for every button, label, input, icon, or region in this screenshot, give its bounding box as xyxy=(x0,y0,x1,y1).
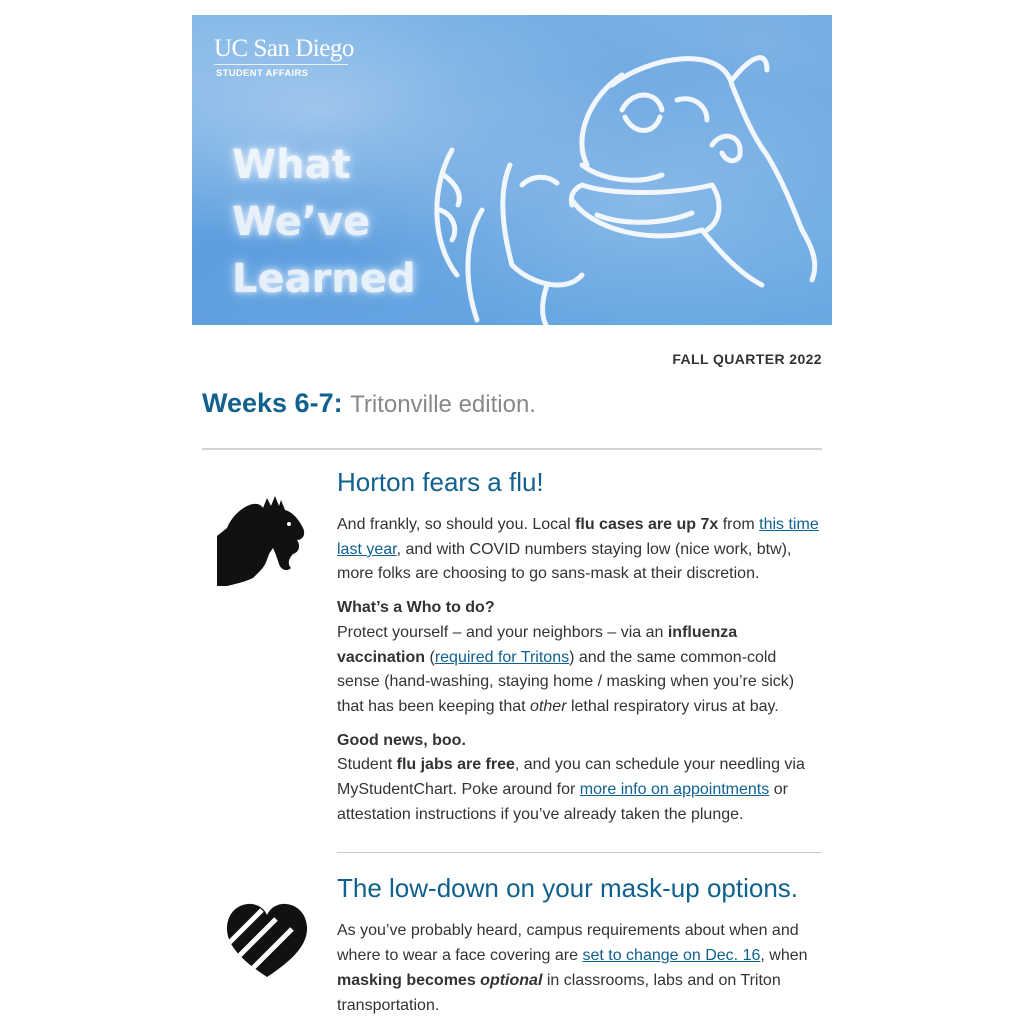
section-title: The low-down on your mask-up options. xyxy=(337,873,799,904)
text: , and with COVID numbers staying low (nice work, btw), more folks are choosing to go sans-mask at their discretion. xyxy=(337,540,792,583)
text: Student xyxy=(337,756,397,774)
section-masks-content xyxy=(337,873,822,1018)
text: ( xyxy=(425,648,435,666)
hero-banner xyxy=(192,15,832,325)
link-this-time-last-year[interactable]: this time last year xyxy=(337,516,819,558)
email-body xyxy=(192,15,832,1018)
elephant-silhouette-icon xyxy=(217,494,307,586)
divider xyxy=(202,448,822,450)
bold-text: influenza vaccination xyxy=(337,623,738,666)
bold-text: masking becomes xyxy=(337,971,481,989)
section-masks xyxy=(192,873,832,1018)
bold-text: flu cases are up 7x xyxy=(575,516,719,533)
text: , and you can schedule your needling via MyStudentChart. Poke around for xyxy=(337,756,805,799)
text: from xyxy=(718,516,760,533)
paragraph xyxy=(337,919,822,1018)
link-more-info-appointments[interactable]: more info on appointments xyxy=(579,781,770,799)
paragraph-heading: What’s a Who to do? xyxy=(337,599,495,617)
ucsd-logo[interactable] xyxy=(214,35,354,79)
paragraph xyxy=(337,729,822,828)
text: And frankly, so should you. Local xyxy=(337,516,576,533)
hero-title-line: Learned xyxy=(232,256,416,302)
bold-text: flu jabs are free xyxy=(396,756,515,774)
heart-stripes-icon xyxy=(226,903,308,979)
divider xyxy=(337,852,822,853)
hero-title xyxy=(232,137,416,308)
cloud-grinch-illustration xyxy=(422,35,822,325)
italic-text: other xyxy=(530,697,567,715)
text: ) and the same common-cold sense (hand-washing, staying home / masking when you’re sick) that has been keeping that xyxy=(337,648,795,715)
issue-edition: Tritonville edition. xyxy=(350,391,536,418)
bold-italic-text: optional xyxy=(480,971,543,989)
section-title: Horton fears a flu! xyxy=(337,467,544,497)
text: or attestation instructions if you’ve already taken the plunge. xyxy=(337,781,788,823)
paragraph-heading: Good news, boo. xyxy=(337,731,466,749)
section-flu-content xyxy=(337,467,822,827)
link-set-to-change[interactable]: set to change on Dec. 16 xyxy=(582,947,761,965)
paragraph xyxy=(337,596,822,720)
hero-title-line: We’ve xyxy=(232,199,371,245)
text: As you’ve probably heard, campus requirements about when and where to wear a face covering are xyxy=(337,922,799,965)
paragraph xyxy=(337,513,822,587)
text: in classrooms, labs and on Triton transportation. xyxy=(337,971,781,1014)
text: lethal respiratory virus at bay. xyxy=(566,697,779,715)
hero-title-line: What xyxy=(232,142,351,188)
link-required-for-tritons[interactable]: required for Tritons xyxy=(434,648,570,666)
logo-subtitle: STUDENT AFFAIRS xyxy=(216,68,309,79)
issue-headline xyxy=(202,387,832,421)
logo-divider xyxy=(214,64,348,65)
issue-weeks: Weeks 6-7: xyxy=(202,388,343,418)
section-flu xyxy=(192,467,832,827)
logo-name: UC San Diego xyxy=(214,35,354,62)
text: , when xyxy=(760,947,808,965)
quarter-label: FALL QUARTER 2022 xyxy=(672,351,822,367)
text: Protect yourself – and your neighbors – via an xyxy=(337,623,668,641)
